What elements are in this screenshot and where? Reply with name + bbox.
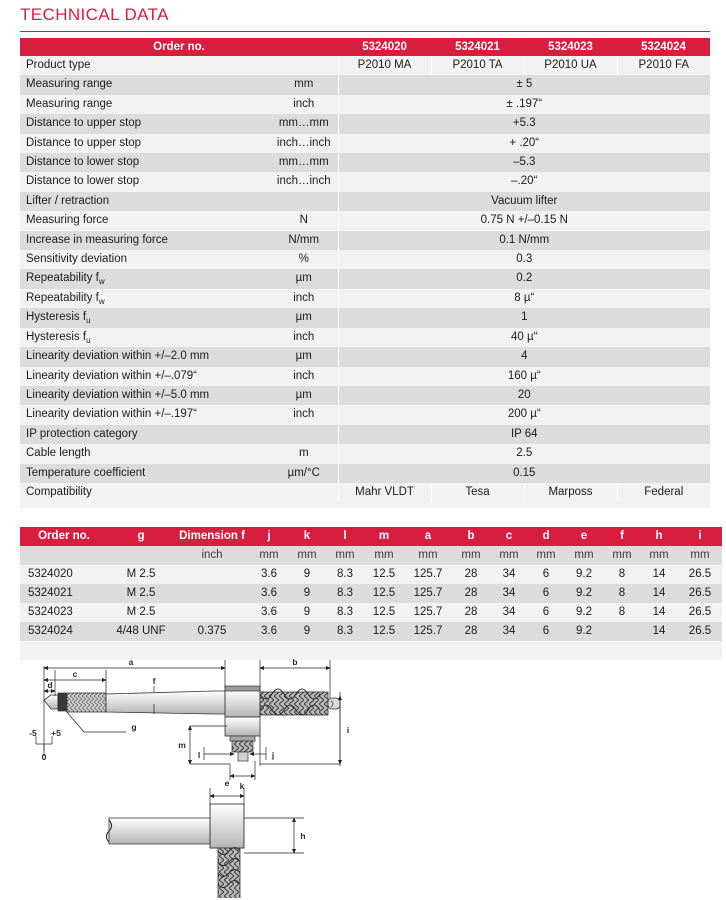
table-row	[20, 444, 710, 463]
table-row	[20, 172, 710, 191]
tech-row-label: Temperature coefficient	[20, 464, 270, 483]
tech-row-label: Cable length	[20, 444, 270, 463]
tech-row-unit	[270, 192, 338, 211]
dims-cell-2-10: 6	[528, 603, 564, 622]
tech-row-label: Repeatability $f_w$	[20, 289, 270, 308]
drawing-label-d: d	[47, 680, 53, 690]
tech-row-unit: inch	[270, 289, 338, 308]
tech-row-label: IP protection category	[20, 425, 270, 444]
tech-row-unit	[270, 483, 338, 502]
dims-header-10: d	[528, 527, 564, 546]
dims-cell-2-8: 28	[452, 603, 490, 622]
dims-cell-0-3: 3.6	[250, 565, 288, 584]
tech-row-value-2: P2010 UA	[524, 56, 617, 75]
tech-row-label: Sensitivity deviation	[20, 250, 270, 269]
tech-row-label: Increase in measuring force	[20, 231, 270, 250]
dims-unit-14: mm	[678, 546, 722, 565]
table-row	[20, 269, 710, 288]
tech-row-value-0: Mahr VLDT	[338, 483, 431, 502]
dims-table-header-row	[20, 527, 722, 546]
table-row	[20, 565, 722, 584]
dims-cell-2-0: 5324023	[20, 603, 108, 622]
tech-row-value: 160 µ“	[338, 367, 710, 386]
tech-row-label: Distance to upper stop	[20, 134, 270, 153]
dims-cell-2-14: 26.5	[678, 603, 722, 622]
dims-cell-0-8: 28	[452, 565, 490, 584]
dims-cell-3-8: 28	[452, 622, 490, 641]
tech-row-value-3: Federal	[617, 483, 710, 502]
dims-cell-1-4: 9	[288, 584, 326, 603]
table-row	[20, 584, 722, 603]
table-row	[20, 192, 710, 211]
dims-cell-1-8: 28	[452, 584, 490, 603]
tech-header-order-no: Order no.	[20, 38, 338, 56]
drawing-label-k: k	[239, 781, 245, 791]
dims-cell-0-5: 8.3	[326, 565, 364, 584]
tech-row-label: Product type	[20, 56, 270, 75]
drawing-label-g: g	[131, 722, 137, 732]
dims-cell-2-4: 9	[288, 603, 326, 622]
table-row	[20, 114, 710, 133]
tech-row-unit: µm	[270, 308, 338, 327]
tech-row-label: Measuring force	[20, 211, 270, 230]
tech-row-label: Linearity deviation within +/–2.0 mm	[20, 347, 270, 366]
tech-row-value: IP 64	[338, 425, 710, 444]
tech-row-value-0: P2010 MA	[338, 56, 431, 75]
dims-cell-3-13: 14	[640, 622, 678, 641]
dims-cell-3-0: 5324024	[20, 622, 108, 641]
dims-cell-1-6: 12.5	[364, 584, 404, 603]
drawing-label-l: l	[197, 750, 201, 760]
dims-cell-1-10: 6	[528, 584, 564, 603]
table-row	[20, 95, 710, 114]
tech-row-value: ± .197“	[338, 95, 710, 114]
drawing-label-i: i	[346, 725, 350, 735]
dims-cell-3-12	[604, 622, 640, 641]
table-row	[20, 211, 710, 230]
tech-row-unit: inch	[270, 95, 338, 114]
dims-header-8: b	[452, 527, 490, 546]
dims-unit-8: mm	[452, 546, 490, 565]
table-row	[20, 75, 710, 94]
title-divider	[20, 31, 710, 32]
tech-header-col-3: 5324024	[617, 38, 710, 56]
dims-cell-2-9: 34	[490, 603, 528, 622]
dims-cell-1-11: 9.2	[564, 584, 604, 603]
dims-cell-0-10: 6	[528, 565, 564, 584]
tech-row-label: Distance to lower stop	[20, 172, 270, 191]
dims-cell-0-4: 9	[288, 565, 326, 584]
drawing-main-body	[41, 686, 340, 762]
tech-row-unit: inch	[270, 367, 338, 386]
drawing-label-j: j	[271, 750, 275, 760]
table-row	[20, 328, 710, 347]
tech-row-value: 8 µ“	[338, 289, 710, 308]
table-row	[20, 56, 710, 75]
dims-header-6: m	[364, 527, 404, 546]
dims-cell-1-12: 8	[604, 584, 640, 603]
table-row	[20, 289, 710, 308]
dims-cell-1-9: 34	[490, 584, 528, 603]
dims-cell-3-2: 0.375	[174, 622, 250, 641]
dims-cell-3-7: 125.7	[404, 622, 452, 641]
dims-cell-1-1: M 2.5	[108, 584, 174, 603]
tech-row-value: 0.1 N/mm	[338, 231, 710, 250]
drawing-label-h: h	[300, 831, 306, 841]
dims-header-14: i	[678, 527, 722, 546]
tech-row-label: Measuring range	[20, 75, 270, 94]
dims-unit-13: mm	[640, 546, 678, 565]
tech-header-col-0: 5324020	[338, 38, 431, 56]
dims-unit-10: mm	[528, 546, 564, 565]
dims-cell-0-0: 5324020	[20, 565, 108, 584]
table-row	[20, 250, 710, 269]
tech-row-unit: inch…inch	[270, 134, 338, 153]
tech-row-value: 1	[338, 308, 710, 327]
drawing-label-a: a	[128, 657, 134, 667]
dims-cell-3-9: 34	[490, 622, 528, 641]
dims-unit-0	[20, 546, 108, 565]
dims-unit-6: mm	[364, 546, 404, 565]
dims-unit-9: mm	[490, 546, 528, 565]
dims-unit-7: mm	[404, 546, 452, 565]
dims-cell-3-11: 9.2	[564, 622, 604, 641]
table-row	[20, 464, 710, 483]
dimensions-table	[20, 527, 722, 660]
dims-unit-11: mm	[564, 546, 604, 565]
tech-row-value: + .20“	[338, 134, 710, 153]
table-row	[20, 367, 710, 386]
tech-row-unit: mm	[270, 75, 338, 94]
dims-cell-0-2	[174, 565, 250, 584]
tech-row-unit: inch…inch	[270, 172, 338, 191]
dims-header-9: c	[490, 527, 528, 546]
tech-row-unit: mm…mm	[270, 153, 338, 172]
tech-row-label: Linearity deviation within +/–5.0 mm	[20, 386, 270, 405]
dims-cell-3-14: 26.5	[678, 622, 722, 641]
table-row	[20, 603, 722, 622]
tech-row-unit: mm…mm	[270, 114, 338, 133]
tech-row-unit: inch	[270, 405, 338, 424]
dims-cell-0-12: 8	[604, 565, 640, 584]
dims-header-13: h	[640, 527, 678, 546]
table-row	[20, 308, 710, 327]
dims-cell-3-4: 9	[288, 622, 326, 641]
dims-cell-3-6: 12.5	[364, 622, 404, 641]
dims-cell-3-1: 4/48 UNF	[108, 622, 174, 641]
tech-row-unit: N/mm	[270, 231, 338, 250]
dims-cell-1-0: 5324021	[20, 584, 108, 603]
dims-cell-1-7: 125.7	[404, 584, 452, 603]
tech-row-value: 20	[338, 386, 710, 405]
tech-row-label: Hysteresis $f_u$	[20, 308, 270, 327]
page-title: TECHNICAL DATA	[20, 5, 169, 24]
tech-row-value: 0.75 N +/–0.15 N	[338, 211, 710, 230]
tech-header-col-1: 5324021	[431, 38, 524, 56]
dims-cell-2-13: 14	[640, 603, 678, 622]
dims-cell-2-5: 8.3	[326, 603, 364, 622]
dims-header-3: j	[250, 527, 288, 546]
tech-row-label: Linearity deviation within +/–.079“	[20, 367, 270, 386]
dims-cell-2-3: 3.6	[250, 603, 288, 622]
drawing-detail-view	[107, 804, 245, 898]
drawing-label-e: e	[224, 778, 230, 788]
dims-header-12: f	[604, 527, 640, 546]
dims-cell-3-10: 6	[528, 622, 564, 641]
tech-row-unit: µm	[270, 269, 338, 288]
drawing-label-scale-minus: -5	[29, 728, 37, 738]
dims-cell-3-3: 3.6	[250, 622, 288, 641]
drawing-label-b: b	[292, 657, 298, 667]
tech-row-value: 40 µ“	[338, 328, 710, 347]
table-row	[20, 134, 710, 153]
technical-data-table	[20, 38, 710, 508]
tech-header-col-2: 5324023	[524, 38, 617, 56]
tech-row-unit: µm	[270, 386, 338, 405]
tech-row-label: Lifter / retraction	[20, 192, 270, 211]
tech-row-unit: inch	[270, 328, 338, 347]
dims-cell-0-7: 125.7	[404, 565, 452, 584]
tech-row-value: 200 µ“	[338, 405, 710, 424]
drawing-label-scale-plus: +5	[51, 728, 61, 738]
tech-row-value: 0.15	[338, 464, 710, 483]
dims-unit-2: inch	[174, 546, 250, 565]
dims-header-7: a	[404, 527, 452, 546]
drawing-label-m: m	[178, 740, 186, 750]
tech-row-value: –5.3	[338, 153, 710, 172]
tech-row-value: 0.2	[338, 269, 710, 288]
dims-cell-0-14: 26.5	[678, 565, 722, 584]
dims-cell-0-13: 14	[640, 565, 678, 584]
dims-cell-1-2	[174, 584, 250, 603]
tech-row-label: Linearity deviation within +/–.197“	[20, 405, 270, 424]
tech-row-value: +5.3	[338, 114, 710, 133]
tech-row-label: Hysteresis $f_u$	[20, 328, 270, 347]
drawing-label-scale-zero: 0	[41, 752, 47, 762]
tech-row-unit	[270, 425, 338, 444]
dims-header-11: e	[564, 527, 604, 546]
dims-cell-1-14: 26.5	[678, 584, 722, 603]
dims-cell-2-2	[174, 603, 250, 622]
tech-row-value-3: P2010 FA	[617, 56, 710, 75]
tech-row-label: Distance to lower stop	[20, 153, 270, 172]
dims-cell-2-6: 12.5	[364, 603, 404, 622]
dims-cell-2-1: M 2.5	[108, 603, 174, 622]
dims-unit-4: mm	[288, 546, 326, 565]
dims-cell-2-11: 9.2	[564, 603, 604, 622]
tech-row-value: Vacuum lifter	[338, 192, 710, 211]
table-row	[20, 231, 710, 250]
tech-row-value-2: Marposs	[524, 483, 617, 502]
dims-cell-0-9: 34	[490, 565, 528, 584]
tech-row-unit: µm	[270, 347, 338, 366]
dims-cell-3-5: 8.3	[326, 622, 364, 641]
dims-cell-1-13: 14	[640, 584, 678, 603]
dims-cell-0-1: M 2.5	[108, 565, 174, 584]
dims-cell-0-6: 12.5	[364, 565, 404, 584]
table-row	[20, 153, 710, 172]
tech-row-unit	[270, 56, 338, 75]
tech-row-value: 4	[338, 347, 710, 366]
tech-row-value-1: P2010 TA	[431, 56, 524, 75]
dims-unit-5: mm	[326, 546, 364, 565]
table-row	[20, 622, 722, 641]
dims-header-1: g	[108, 527, 174, 546]
table-row	[20, 425, 710, 444]
tech-row-value: ± 5	[338, 75, 710, 94]
dims-cell-2-7: 125.7	[404, 603, 452, 622]
technical-drawing	[14, 648, 714, 898]
tech-row-unit: N	[270, 211, 338, 230]
dims-cell-2-12: 8	[604, 603, 640, 622]
table-row	[20, 405, 710, 424]
tech-row-value: 2.5	[338, 444, 710, 463]
dims-cell-0-11: 9.2	[564, 565, 604, 584]
dims-header-5: l	[326, 527, 364, 546]
tech-row-unit: µm/°C	[270, 464, 338, 483]
dims-unit-12: mm	[604, 546, 640, 565]
tech-row-value: 0.3	[338, 250, 710, 269]
dims-unit-1	[108, 546, 174, 565]
drawing-label-c: c	[72, 669, 78, 679]
dims-header-2: Dimension f	[174, 527, 250, 546]
tech-row-unit: %	[270, 250, 338, 269]
tech-row-label: Measuring range	[20, 95, 270, 114]
tech-row-value-1: Tesa	[431, 483, 524, 502]
tech-row-label: Compatibility	[20, 483, 270, 502]
table-row	[20, 386, 710, 405]
dims-header-0: Order no.	[20, 527, 108, 546]
dims-units-row	[20, 546, 722, 565]
drawing-label-f: f	[152, 676, 156, 686]
tech-table-header-row	[20, 38, 710, 56]
tech-row-unit: m	[270, 444, 338, 463]
dims-cell-1-5: 8.3	[326, 584, 364, 603]
table-row	[20, 347, 710, 366]
dims-unit-3: mm	[250, 546, 288, 565]
tech-row-value: –.20“	[338, 172, 710, 191]
dims-header-4: k	[288, 527, 326, 546]
dims-cell-1-3: 3.6	[250, 584, 288, 603]
table-row	[20, 483, 710, 502]
tech-row-label: Distance to upper stop	[20, 114, 270, 133]
tech-table-footer-pad	[20, 502, 710, 508]
page-title-wrap	[20, 5, 710, 25]
tech-row-label: Repeatability $f_w$	[20, 269, 270, 288]
